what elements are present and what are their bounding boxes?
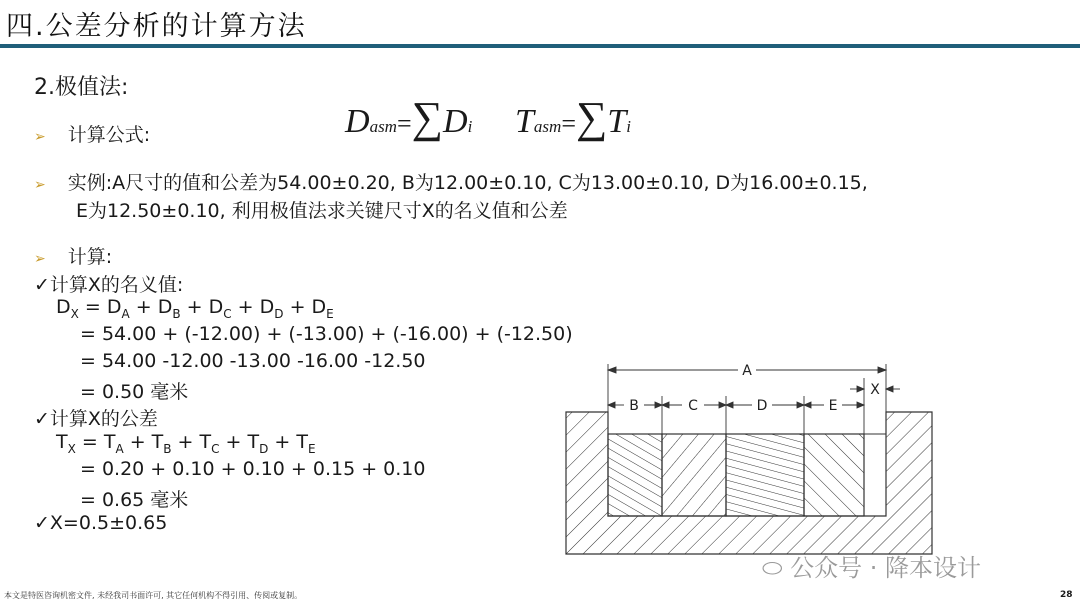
result-line: ✓X=0.5±0.65 (34, 512, 168, 534)
page-number: 28 (1060, 590, 1073, 600)
dim-label-c: C (688, 398, 698, 414)
arrow-bullet-icon: ➢ (34, 251, 46, 267)
section-subtitle: 2.极值法: (34, 75, 129, 100)
tolerance-eq-3: = 0.65 毫米 (80, 489, 189, 511)
dim-label-a: A (742, 363, 752, 379)
bullet-example: ➢ 实例:A尺寸的值和公差为54.00±0.20, B为12.00±0.10, C为13.00±0.10, D为16.00±0.15, (34, 172, 868, 194)
stack-up-diagram (560, 356, 936, 556)
arrow-bullet-icon: ➢ (34, 177, 46, 193)
footer-notice: 本文是特医咨询机密文件, 未经我司书面许可, 其它任何机构不得引用、传阅或复制。 (4, 591, 303, 600)
dim-label-b: B (629, 398, 639, 414)
nominal-eq-1: $D_X = D_A + D_B + D_C + D_D + D_E$ (56, 296, 334, 321)
part-b (608, 434, 662, 516)
part-c (662, 434, 726, 516)
formula-dimension: Dasm=∑Di (345, 93, 473, 142)
bullet-calc: ➢ 计算: (34, 246, 113, 268)
arrow-bullet-icon: ➢ (34, 129, 46, 145)
watermark: ⬭ 公众号 · 降本设计 (762, 554, 982, 582)
part-d (726, 434, 804, 516)
wechat-icon: ⬭ (762, 554, 791, 582)
dim-label-d: D (756, 398, 768, 414)
dim-label-e: E (828, 398, 838, 414)
bullet-formula: ➢ 计算公式: (34, 124, 151, 146)
example-line-2: E为12.50±0.10, 利用极值法求关键尺寸X的名义值和公差 (76, 200, 568, 222)
tolerance-eq-1: $T_X = T_A + T_B + T_C + T_D + T_E$ (56, 431, 316, 456)
nominal-eq-2: = 54.00 + (-12.00) + (-13.00) + (-16.00) + (-12.50) (80, 323, 573, 345)
tolerance-eq-2: = 0.20 + 0.10 + 0.10 + 0.15 + 0.10 (80, 458, 426, 480)
tolerance-heading: ✓计算X的公差 (34, 408, 158, 430)
part-e (804, 434, 864, 516)
nominal-eq-4: = 0.50 毫米 (80, 381, 189, 403)
formula-tolerance: Tasm=∑Ti (515, 93, 632, 142)
dim-label-x: X (870, 382, 880, 398)
nominal-heading: ✓计算X的名义值: (34, 274, 184, 296)
title-divider (0, 44, 1080, 48)
page-title: 四.公差分析的计算方法 (6, 11, 307, 42)
nominal-eq-3: = 54.00 -12.00 -13.00 -16.00 -12.50 (80, 350, 426, 372)
